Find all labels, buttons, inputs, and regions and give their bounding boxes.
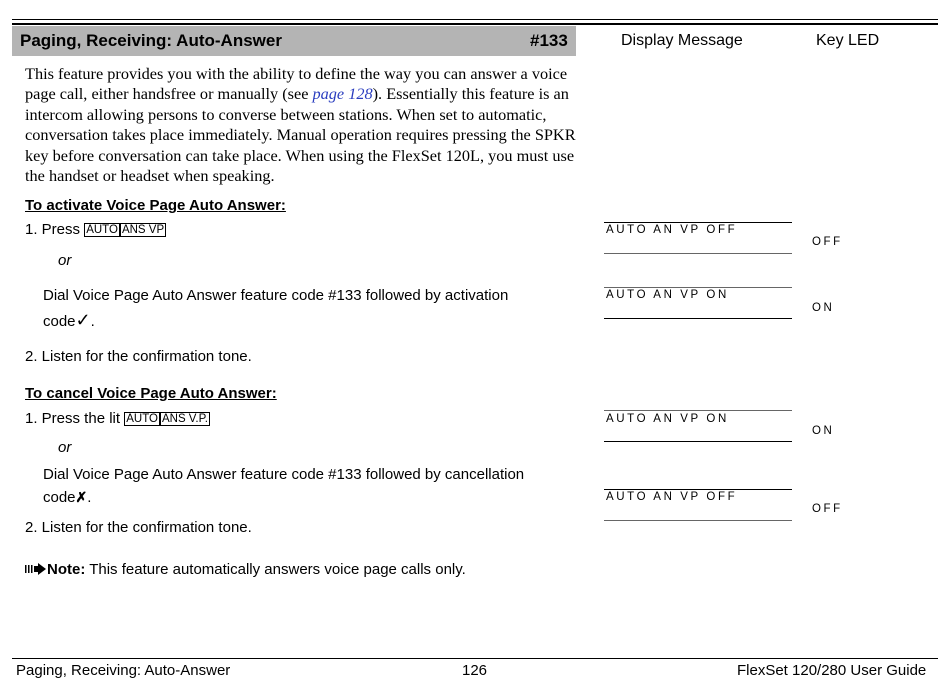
page-128-link[interactable]: page 128 xyxy=(312,84,373,104)
intro-text-2: ). Essentially this feature is an intercom allowing persons to converse between stations. When set to automatic, conversation takes place immediately. Manual operation requires pressing the SPKR key before conversation can take place. When using the FlexSet 120L, you must use the handset or headset when speaking. xyxy=(25,84,576,186)
cancel-step-2: 2. Listen for the confirmation tone. xyxy=(25,519,252,536)
note-label: Note: xyxy=(47,561,86,578)
cancel-display-2: AUTO AN VP OFF xyxy=(606,491,738,503)
display-rule xyxy=(604,318,792,319)
note-arrow-icon xyxy=(25,563,47,575)
activate-dial-end: . xyxy=(90,313,95,330)
section-title: Paging, Receiving: Auto-Answer xyxy=(20,31,282,50)
display-rule xyxy=(604,253,792,254)
cancel-step-1-text: 1. Press the lit xyxy=(25,410,125,427)
display-rule xyxy=(604,520,792,521)
activate-step-1 xyxy=(25,221,166,238)
cancel-display-1: AUTO AN VP ON xyxy=(606,413,729,425)
cancel-led-1: ON xyxy=(812,425,835,437)
note xyxy=(25,561,466,578)
checkmark-icon: ✓ xyxy=(75,310,91,330)
auto-key[interactable]: AUTO xyxy=(86,224,118,236)
display-message-column-heading: Display Message xyxy=(621,32,743,49)
auto-key[interactable]: AUTO xyxy=(126,413,158,425)
activate-dial-line-1: Dial Voice Page Auto Answer feature code #133 followed by activation xyxy=(43,287,509,304)
activate-heading: To activate Voice Page Auto Answer: xyxy=(25,197,286,214)
cancel-dial-code-text: code xyxy=(43,489,76,506)
note-text: This feature automatically answers voice page calls only. xyxy=(85,561,466,578)
cancel-dial-line-2 xyxy=(43,489,91,506)
page-number: 126 xyxy=(462,662,488,679)
cancel-dial-end: . xyxy=(87,489,92,506)
ans-vp-key[interactable]: ANS VP xyxy=(121,224,165,236)
display-rule xyxy=(604,287,792,288)
top-rule-upper xyxy=(12,19,938,20)
feature-code: #133 xyxy=(530,31,568,50)
key-led-column-heading: Key LED xyxy=(816,32,880,49)
activate-display-2: AUTO AN VP ON xyxy=(606,289,729,301)
activate-or: or xyxy=(58,252,72,269)
x-mark-icon: ✗ xyxy=(75,489,88,505)
display-rule xyxy=(604,222,792,223)
footer-guide-title: FlexSet 120/280 User Guide xyxy=(737,662,927,679)
display-rule xyxy=(604,410,792,411)
activate-dial-line-2 xyxy=(43,310,95,331)
activate-dial-code-text: code xyxy=(43,313,76,330)
intro-text-1: This feature provides you with the ability to define the way you can answer a voice page call, either handsfree or manually (see xyxy=(25,64,568,104)
intro-paragraph xyxy=(25,64,577,186)
cancel-or: or xyxy=(58,439,72,456)
activate-display-1: AUTO AN VP OFF xyxy=(606,224,738,236)
ans-vp-key[interactable]: ANS V.P. xyxy=(161,413,209,425)
display-rule xyxy=(604,441,792,442)
activate-step-2: 2. Listen for the confirmation tone. xyxy=(25,348,252,365)
activate-step-1-text: 1. Press xyxy=(25,221,85,238)
cancel-heading: To cancel Voice Page Auto Answer: xyxy=(25,385,277,402)
top-rule-lower xyxy=(12,23,938,25)
activate-led-1: OFF xyxy=(812,236,843,248)
display-rule xyxy=(604,489,792,490)
footer-section-title: Paging, Receiving: Auto-Answer xyxy=(16,662,231,679)
cancel-dial-line-1: Dial Voice Page Auto Answer feature code #133 followed by cancellation xyxy=(43,466,525,483)
footer-rule xyxy=(12,658,938,659)
cancel-led-2: OFF xyxy=(812,503,843,515)
cancel-step-1 xyxy=(25,410,210,427)
activate-led-2: ON xyxy=(812,302,835,314)
